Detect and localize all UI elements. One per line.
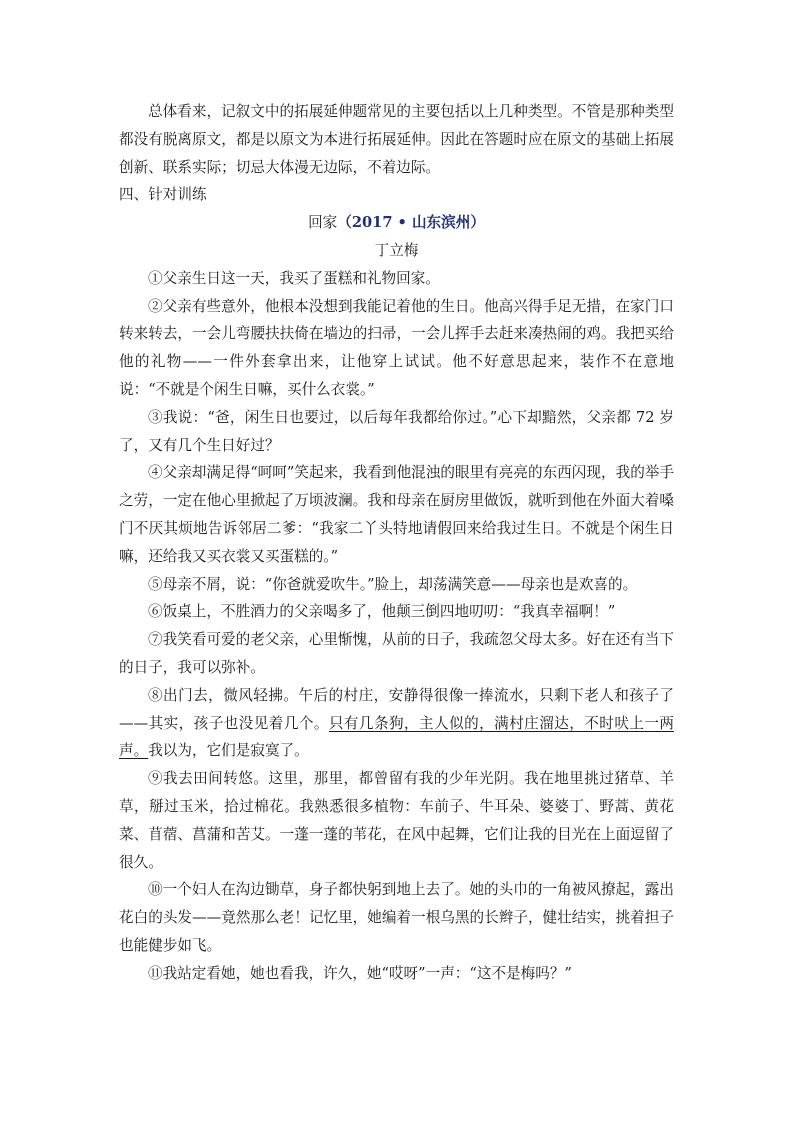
paragraph-7: ⑦我笑看可爱的老父亲，心里惭愧，从前的日子，我疏忽父母太多。好在还有当下的日子，我可以弥补。: [119, 631, 674, 676]
paragraph-8: [119, 682, 674, 765]
underlined-sentence: 只有几条狗，主人似的，满村庄溜达，不时吠上一两声。: [119, 714, 674, 760]
section-heading: 四、针对训练: [119, 186, 207, 204]
paragraph-8-text-b: 我以为，它们是寂寞了。: [148, 742, 309, 760]
article-source: （2017 • 山东滨州）: [337, 214, 485, 232]
paragraph-10: ⑩一个妇人在沟边锄草，身子都快躬到地上去了。她的头巾的一角被风撩起，露出花白的头发——竟然那么老！记忆里，她编着一根乌黑的长辫子，健壮结实，挑着担子也能健步如飞。: [119, 881, 674, 954]
paragraph-5: ⑤母亲不屑，说：“你爸就爱吹牛。”脸上，却荡满笑意——母亲也是欢喜的。: [148, 575, 638, 593]
summary-paragraph: 总体看来，记叙文中的拓展延伸题常见的主要包括以上几种类型。不管是那种类型都没有脱离原文，都是以原文为本进行拓展延伸。因此在答题时应在原文的基础上拓展创新、联系实际；切忌大体漫无边际，不着边际。: [119, 103, 674, 176]
paragraph-1: ①父亲生日这一天，我买了蛋糕和礼物回家。: [148, 269, 440, 287]
article-author: 丁立梅: [374, 241, 419, 259]
document-page: [119, 98, 674, 988]
paragraph-6: ⑥饭桌上，不胜酒力的父亲喝多了，他颠三倒四地叨叨：“我真幸福啊！”: [148, 603, 616, 621]
paragraph-9: ⑨我去田间转悠。这里，那里，都曾留有我的少年光阴。我在地里挑过猪草、羊草，掰过玉米，拾过棉花。我熟悉很多植物：车前子、牛耳朵、婆婆丁、野蒿、黄花菜、苜蓿、菖蒲和苦艾。一蓬一蓬的苇花，在风中起舞，它们让我的目光在上面逗留了很久。: [119, 770, 674, 871]
paragraph-11: ⑪我站定看她，她也看我，许久，她“哎呀”一声：“这不是梅吗？”: [148, 964, 572, 982]
article-title-line: [119, 209, 674, 237]
paragraph-8-text-a: ⑧出门去，微风轻拂。午后的村庄，安静得很像一捧流水，只剩下老人和孩子了——其实，孩子也没见着几个。: [119, 686, 674, 732]
paragraph-2: ②父亲有些意外，他根本没想到我能记着他的生日。他高兴得手足无措，在家门口转来转去，一会儿弯腰扶扶倚在墙边的扫帚，一会儿挥手去赶来凑热闹的鸡。我把买给他的礼物——一件外套拿出来，让他穿上试试。他不好意思起来，装作不在意地说：“不就是个闲生日嘛，买什么衣裳。”: [119, 297, 674, 398]
paragraph-4: ④父亲却满足得“呵呵”笑起来，我看到他混浊的眼里有亮亮的东西闪现，我的举手之劳，一定在他心里掀起了万顷波澜。我和母亲在厨房里做饭，就听到他在外面大着嗓门不厌其烦地告诉邻居二爹：“我家二丫头特地请假回来给我过生日。不就是个闲生日嘛，还给我又买衣裳又买蛋糕的。”: [119, 464, 674, 565]
article-title: 回家: [308, 214, 338, 232]
paragraph-3: ③我说：“爸，闲生日也要过，以后每年我都给你过。”心下却黯然，父亲都 72 岁了，又有几个生日好过？: [119, 408, 674, 454]
